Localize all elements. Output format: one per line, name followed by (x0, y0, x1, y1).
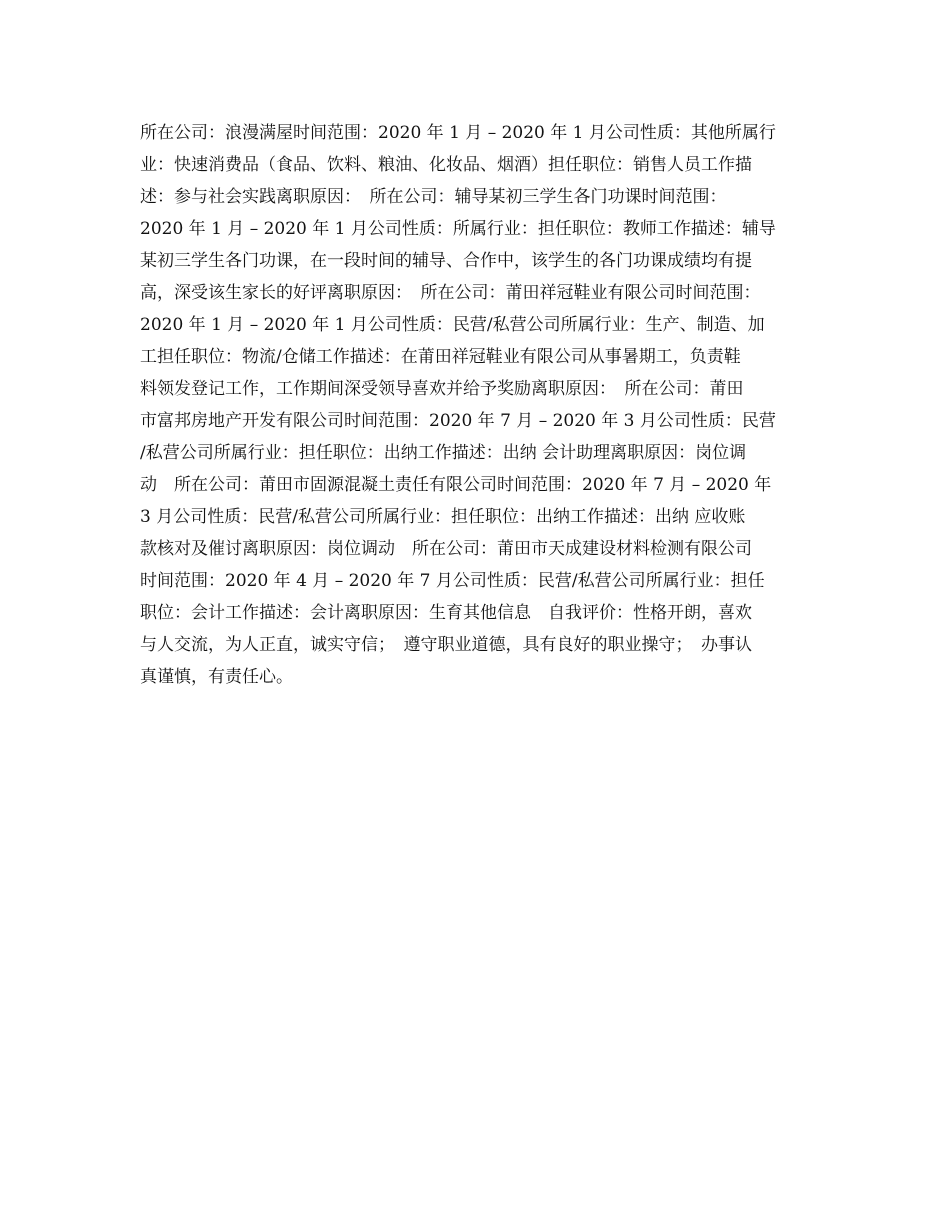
text-line: 3 月公司性质：民营/私营公司所属行业：担任职位：出纳工作描述：出纳 应收账 (140, 507, 746, 527)
text-line: 真谨慎，有责任心。 (140, 667, 293, 687)
text-line: 述：参与社会实践离职原因： 所在公司：辅导某初三学生各门功课时间范围： (140, 187, 727, 207)
text-line: 市富邦房地产开发有限公司时间范围：2020 年 7 月 – 2020 年 3 月公司性质：民营 (140, 411, 776, 431)
text-line: 动 所在公司：莆田市固源混凝土责任有限公司时间范围：2020 年 7 月 – 2020 年 (140, 475, 772, 495)
text-line: 2020 年 1 月 – 2020 年 1 月公司性质：民营/私营公司所属行业：生产、制造、加 (140, 315, 765, 335)
text-line: 与人交流，为人正直，诚实守信； 遵守职业道德，具有良好的职业操守； 办事认 (140, 635, 752, 655)
text-line: 某初三学生各门功课，在一段时间的辅导、合作中，该学生的各门功课成绩均有提 (140, 251, 752, 271)
text-line: 所在公司：浪漫满屋时间范围：2020 年 1 月 – 2020 年 1 月公司性质：其他所属行 (140, 123, 776, 143)
text-line: 业：快速消费品（食品、饮料、粮油、化妆品、烟酒）担任职位：销售人员工作描 (140, 155, 752, 175)
text-line: 职位：会计工作描述：会计离职原因：生育其他信息 自我评价：性格开朗，喜欢 (140, 603, 752, 623)
text-line: 料领发登记工作，工作期间深受领导喜欢并给予奖励离职原因： 所在公司：莆田 (140, 379, 744, 399)
text-line: 款核对及催讨离职原因：岗位调动 所在公司：莆田市天成建设材料检测有限公司 (140, 539, 752, 559)
body-text (140, 117, 830, 693)
text-line: /私营公司所属行业：担任职位：出纳工作描述：出纳 会计助理离职原因：岗位调 (140, 443, 747, 463)
text-line: 高，深受该生家长的好评离职原因： 所在公司：莆田祥冠鞋业有限公司时间范围： (140, 283, 761, 303)
text-line: 时间范围：2020 年 4 月 – 2020 年 7 月公司性质：民营/私营公司所属行业：担任 (140, 571, 765, 591)
text-line: 2020 年 1 月 – 2020 年 1 月公司性质：所属行业：担任职位：教师工作描述：辅导 (140, 219, 776, 239)
text-line: 工担任职位：物流/仓储工作描述：在莆田祥冠鞋业有限公司从事暑期工，负责鞋 (140, 347, 741, 367)
